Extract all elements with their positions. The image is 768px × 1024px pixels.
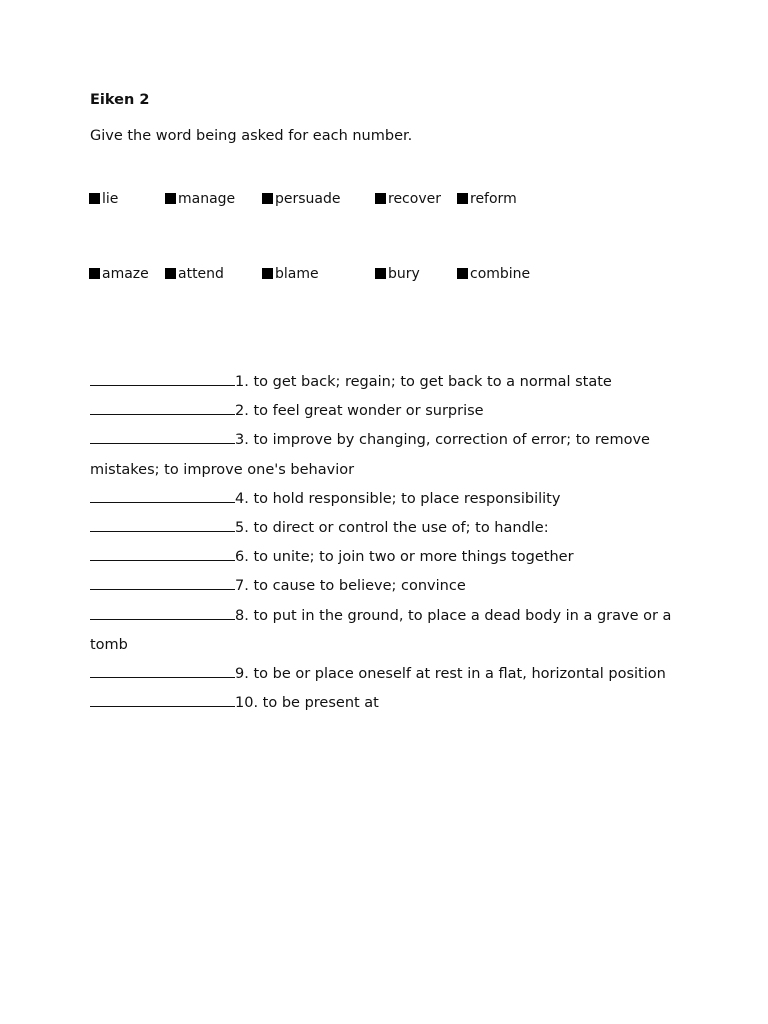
question-number: 4. xyxy=(235,490,249,507)
square-bullet-icon xyxy=(262,268,273,279)
question-definition: to feel great wonder or surprise xyxy=(253,403,484,420)
word-bank-item: lie xyxy=(89,184,151,214)
word-bank-item: combine xyxy=(457,259,557,289)
square-bullet-icon xyxy=(375,193,386,204)
answer-blank[interactable] xyxy=(90,517,235,532)
question-item xyxy=(90,543,690,572)
word-bank-item: blame xyxy=(262,259,362,289)
question-list xyxy=(90,368,690,718)
question-item xyxy=(90,485,690,514)
answer-blank[interactable] xyxy=(90,575,235,590)
square-bullet-icon xyxy=(457,268,468,279)
question-item xyxy=(90,689,690,718)
question-definition: to improve by changing, correction of error; to remove mistakes; to improve one's behavior xyxy=(90,432,650,478)
answer-blank[interactable] xyxy=(90,546,235,561)
question-definition: to be present at xyxy=(262,695,379,712)
question-definition: to hold responsible; to place responsibility xyxy=(253,490,561,507)
question-number: 6. xyxy=(235,549,249,566)
question-item xyxy=(90,514,690,543)
question-definition: to unite; to join two or more things together xyxy=(253,549,574,566)
question-definition: to be or place oneself at rest in a flat, horizontal position xyxy=(253,666,666,683)
square-bullet-icon xyxy=(89,193,100,204)
word-bank-item: amaze xyxy=(89,259,151,289)
square-bullet-icon xyxy=(375,268,386,279)
question-item xyxy=(90,660,690,689)
word-bank-item: attend xyxy=(165,259,255,289)
question-number: 9. xyxy=(235,666,249,683)
question-item xyxy=(90,572,690,601)
word-bank-item: reform xyxy=(457,184,557,214)
answer-blank[interactable] xyxy=(90,400,235,415)
answer-blank[interactable] xyxy=(90,692,235,707)
question-item xyxy=(90,368,690,397)
question-definition: to put in the ground, to place a dead body in a grave or a tomb xyxy=(90,607,672,653)
word-bank-row xyxy=(89,184,709,259)
word-bank-item: bury xyxy=(375,259,443,289)
question-number: 8. xyxy=(235,607,249,624)
word-bank xyxy=(89,184,709,334)
answer-blank[interactable] xyxy=(90,429,235,444)
word-bank-item: recover xyxy=(375,184,443,214)
question-item xyxy=(90,397,690,426)
question-item xyxy=(90,426,690,484)
answer-blank[interactable] xyxy=(90,488,235,503)
question-number: 10. xyxy=(235,695,259,712)
word-bank-row xyxy=(89,259,709,334)
question-number: 1. xyxy=(235,374,249,390)
question-definition: to get back; regain; to get back to a normal state xyxy=(253,374,612,390)
question-number: 5. xyxy=(235,520,249,537)
answer-blank[interactable] xyxy=(90,605,235,620)
square-bullet-icon xyxy=(165,193,176,204)
answer-blank[interactable] xyxy=(90,663,235,678)
square-bullet-icon xyxy=(165,268,176,279)
question-definition: to cause to believe; convince xyxy=(253,578,466,595)
word-bank-item: persuade xyxy=(262,184,362,214)
word-bank-item: manage xyxy=(165,184,255,214)
question-definition: to direct or control the use of; to handle: xyxy=(253,520,549,537)
instructions: Give the word being asked for each number. xyxy=(90,128,413,144)
square-bullet-icon xyxy=(89,268,100,279)
square-bullet-icon xyxy=(457,193,468,204)
square-bullet-icon xyxy=(262,193,273,204)
question-number: 3. xyxy=(235,432,249,449)
question-number: 2. xyxy=(235,403,249,420)
question-number: 7. xyxy=(235,578,249,595)
document-title: Eiken 2 xyxy=(90,92,150,108)
answer-blank[interactable] xyxy=(90,371,235,386)
question-item xyxy=(90,602,690,660)
